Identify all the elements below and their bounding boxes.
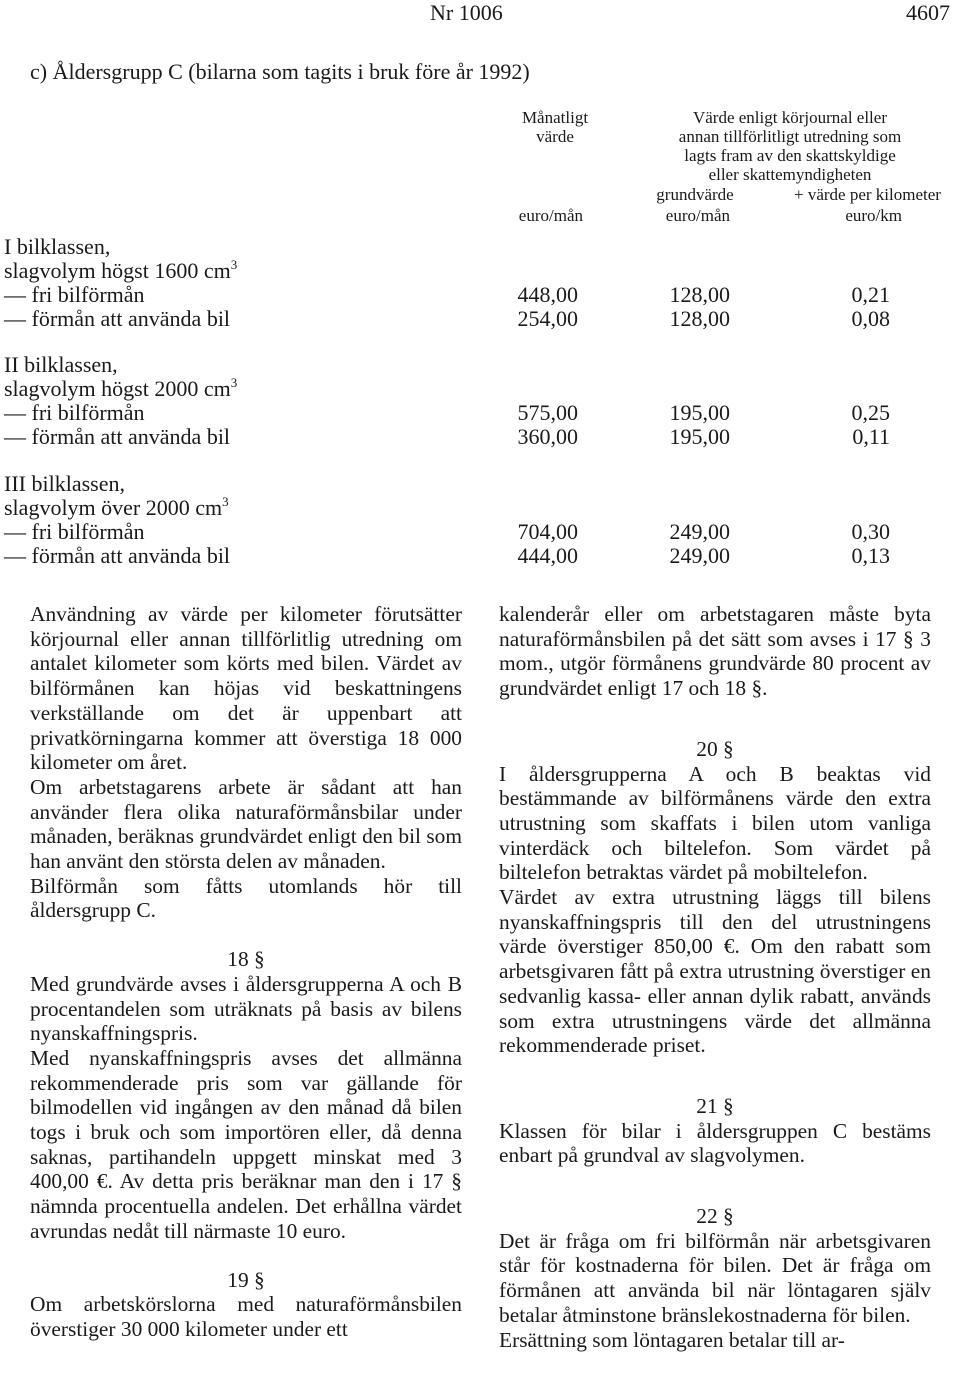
left-paragraph-2: Om arbetstagarens arbete är sådant att han använder flera olika naturaförmånsbilar under månaden, beräknas grundvärdet enligt den bil som han använt den största delen av månaden. — [30, 774, 462, 874]
group-3-row-2-monthly: 444,00 — [517, 543, 578, 568]
left-paragraph-6: Om arbetskörslorna med naturaförmånsbilen överstiger 30 000 kilometer under ett — [30, 1292, 462, 1341]
right-paragraph-6: Ersättning som löntagaren betalar till ar- — [499, 1327, 845, 1352]
group-2-class: II bilklassen, — [4, 352, 118, 377]
group-3-volume-text: slagvolym över 2000 cm — [4, 495, 223, 520]
group-3-row-2-km: 0,13 — [851, 543, 890, 568]
right-paragraph-2: I åldersgrupperna A och B beaktas vid bestämmande av bilförmånens värde den extra utrustning som skaffats i bilen utom vanliga vinterdäck och biltelefon. Som värdet på biltelefon betraktas värdet på mobiltelefon. — [499, 761, 931, 885]
unit-base: euro/mån — [665, 206, 730, 225]
page-header-left: Nr 1006 — [430, 0, 503, 25]
group-3-row-1-km: 0,30 — [851, 519, 890, 544]
group-3-row-2-label: — förmån att använda bil — [4, 543, 231, 568]
group-2-row-1-km: 0,25 — [851, 400, 890, 425]
right-paragraph-1: kalenderår eller om arbetstagaren måste byta naturaförmånsbilen på det sätt som avses i 17 § 3 mom., utgör förmånens grundvärde 80 procent av grundvärdet enligt 17 och 18 §. — [499, 602, 931, 701]
left-paragraph-5: Med nyanskaffningspris avses det allmänna rekommenderade pris som var gällande för bilmodellen vid ingången av den månad då bilen togs i bruk och som importören eller, då denna saknas, partihandeln uppgett minskat med 3 400,00 €. Av detta pris beräknar man den i 17 § nämnda procentuella andelen. Det erhållna värdet avrundas nedåt till närmaste 10 euro. — [30, 1045, 462, 1243]
left-column — [30, 602, 462, 1342]
column-header-monthly-line1: Månatligt — [521, 108, 589, 127]
group-1-row-2-km: 0,08 — [851, 306, 890, 331]
group-1-row-1-label: — fri bilförmån — [4, 282, 145, 307]
column-header-value-line2: annan tillförlitligt utredning som — [678, 127, 902, 146]
group-1-row-2-label: — förmån att använda bil — [4, 306, 231, 331]
superscript-3: 3 — [230, 257, 238, 272]
column-header-value-line1: Värde enligt körjournal eller — [692, 108, 887, 127]
right-paragraph-3: Värdet av extra utrustning läggs till bilens nyanskaffningspris till den del utrustningens värde överstiger 850,00 €. Om den rabatt som arbetsgivaren fått på extra utrustning överstiger en sedvanlig kassa- eller annan dylik rabatt, används som extra utrustningens värde det allmänna rekommenderade priset. — [499, 885, 931, 1058]
group-1-row-1-km: 0,21 — [851, 282, 890, 307]
unit-monthly: euro/mån — [518, 206, 583, 225]
group-1-volume-text: slagvolym högst 1600 cm — [4, 258, 231, 283]
section-18-heading: 18 § — [227, 947, 265, 972]
column-header-monthly-line2: värde — [536, 127, 574, 146]
section-21-heading: 21 § — [696, 1093, 734, 1118]
group-2-volume-text: slagvolym högst 2000 cm — [4, 376, 231, 401]
group-1-row-2-monthly: 254,00 — [517, 306, 578, 331]
group-2-row-1-base: 195,00 — [669, 400, 730, 425]
unit-km: euro/km — [845, 206, 902, 225]
group-2-row-2-base: 195,00 — [669, 424, 730, 449]
group-2-row-2-monthly: 360,00 — [517, 424, 578, 449]
right-column — [499, 602, 931, 1352]
column-header-value — [620, 108, 960, 184]
right-paragraph-4: Klassen för bilar i åldersgruppen C bestäms enbart på grundval av slagvolymen. — [499, 1118, 931, 1168]
superscript-3: 3 — [230, 375, 238, 390]
page-number: 4607 — [906, 0, 950, 25]
subheader-base-value: grundvärde — [656, 185, 734, 204]
group-1-class: I bilklassen, — [4, 234, 111, 259]
group-1-volume — [4, 259, 237, 283]
section-19-heading: 19 § — [227, 1267, 265, 1292]
group-3-class: III bilklassen, — [4, 471, 125, 496]
group-2-row-1-monthly: 575,00 — [517, 400, 578, 425]
section-22-heading: 22 § — [696, 1204, 734, 1229]
column-header-value-line4: eller skattemyndigheten — [708, 165, 872, 184]
subheader-per-km: + värde per kilometer — [794, 185, 941, 204]
section-title: c) Åldersgrupp C (bilarna som tagits i bruk före år 1992) — [30, 59, 530, 84]
group-3-volume — [4, 496, 229, 520]
group-2-row-1-label: — fri bilförmån — [4, 400, 145, 425]
group-3-row-1-label: — fri bilförmån — [4, 519, 145, 544]
group-1-row-2-base: 128,00 — [669, 306, 730, 331]
group-1-row-1-monthly: 448,00 — [517, 282, 578, 307]
group-2-row-2-label: — förmån att använda bil — [4, 424, 231, 449]
left-paragraph-4: Med grundvärde avses i åldersgrupperna A och B procentandelen som uträknats på basis av bilens nyanskaffningspris. — [30, 971, 462, 1046]
column-header-value-line3: lagts fram av den skattskyldige — [684, 146, 896, 165]
group-2-volume — [4, 377, 237, 401]
column-header-monthly — [505, 108, 605, 146]
group-3-row-2-base: 249,00 — [669, 543, 730, 568]
left-paragraph-1: Användning av värde per kilometer förutsätter körjournal eller annan tillförlitlig utredning om antalet kilometer som körts med bilen. Värdet av bilförmånen kan höjas vid beskattningens verkställande om det är uppenbart att privatkörningarna kommer att överstiga 18 000 kilometer om året. — [30, 602, 462, 775]
section-20-heading: 20 § — [696, 736, 734, 761]
group-2-row-2-km: 0,11 — [852, 424, 890, 449]
group-3-row-1-monthly: 704,00 — [517, 519, 578, 544]
group-1-row-1-base: 128,00 — [669, 282, 730, 307]
right-paragraph-5: Det är fråga om fri bilförmån när arbetsgivaren står för kostnaderna för bilen. Det är fråga om förmånen att använda bil när löntagaren själv betalar åtminstone bränslekostnaderna för bilen. — [499, 1228, 931, 1327]
superscript-3: 3 — [222, 494, 229, 509]
left-paragraph-3: Bilförmån som fåtts utomlands hör till åldersgrupp C. — [30, 873, 462, 923]
group-3-row-1-base: 249,00 — [669, 519, 730, 544]
